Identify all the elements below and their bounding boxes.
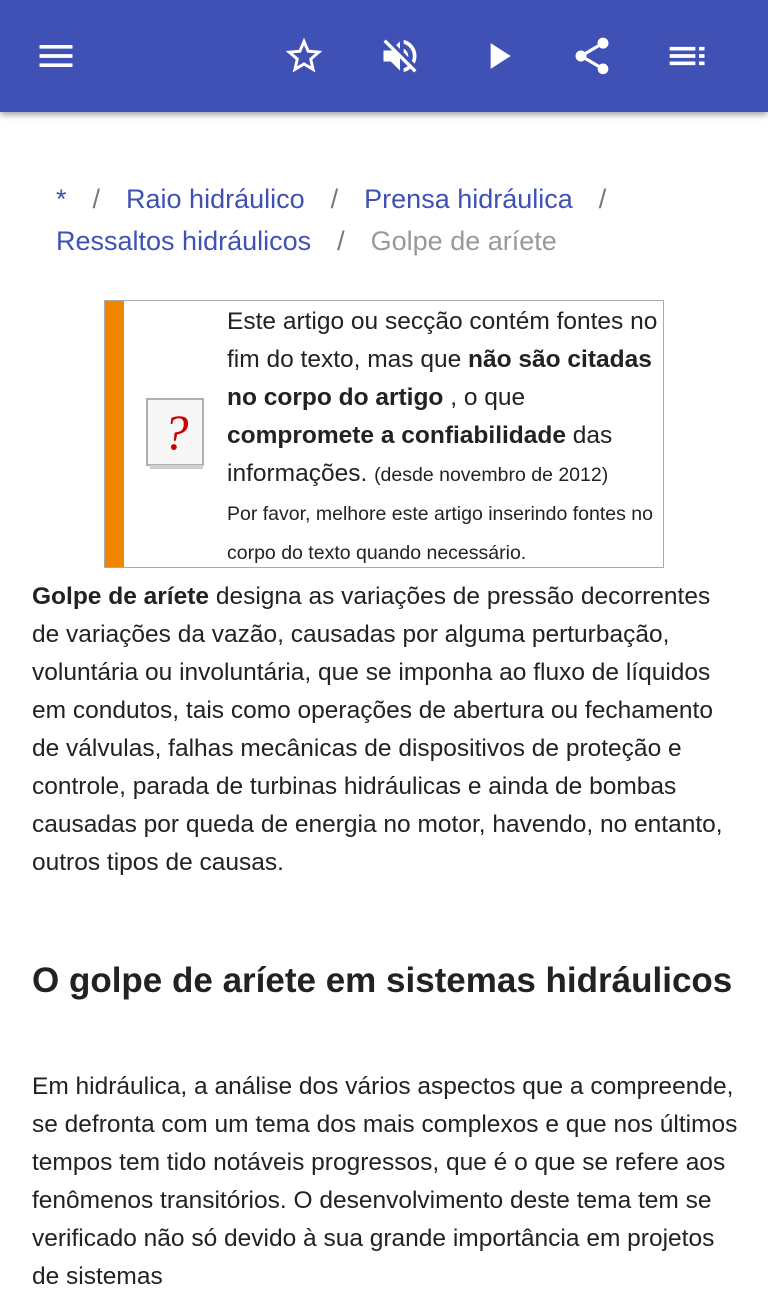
intro-text: designa as variações de pressão decorrentes de variações da vazão, causadas por alguma perturbação, voluntária ou involuntária, que se imponha ao fluxo de líquidos em condutos, tais como operações de abertura ou fechamento de válvulas, falhas mecânicas de dispositivos de proteção e controle, parada de turbinas hidráulicas e ainda de bombas causadas por queda de energia no motor, havendo, no entanto, outros tipos de causas. xyxy=(32,583,723,876)
notice-accent-bar xyxy=(105,301,124,567)
play-icon xyxy=(476,34,520,78)
notice-bold-part: compromete a confiabilidade xyxy=(227,422,566,449)
section-heading: O golpe de aríete em sistemas hidráulicos xyxy=(32,961,733,1000)
citation-notice-box xyxy=(104,300,664,568)
breadcrumb-home[interactable]: * xyxy=(56,184,67,214)
share-button[interactable] xyxy=(564,28,620,84)
notice-text-part: , o que xyxy=(443,384,526,411)
notice-text-part: Este artigo ou secção contém fontes no fim do texto, mas que xyxy=(227,308,658,373)
notice-text-part: das informações. xyxy=(227,422,613,487)
notice-bold-part: não são citadas no corpo do artigo xyxy=(227,346,652,411)
notice-text xyxy=(227,303,659,572)
share-icon xyxy=(570,34,614,78)
breadcrumb-separator: / xyxy=(330,184,339,214)
favorite-button[interactable] xyxy=(276,28,332,84)
intro-term: Golpe de aríete xyxy=(32,583,210,610)
breadcrumb-ressaltos-hidraulicos[interactable]: Ressaltos hidráulicos xyxy=(56,226,312,256)
svg-text:?: ? xyxy=(163,404,189,460)
breadcrumb-raio-hidraulico[interactable]: Raio hidráulico xyxy=(126,184,305,214)
app-toolbar xyxy=(0,0,768,112)
notice-date: (desde novembro de 2012) xyxy=(374,464,609,486)
section-paragraph: Em hidráulica, a análise dos vários aspectos que a compreende, se defronta com um tema dos mais complexos e que nos últimos tempos tem tido notáveis progressos, que é o que se refere aos fenômenos transitórios. O desenvolvimento deste tema tem se verificado não só devido à sua grande importância em projetos de sistemas xyxy=(32,1073,738,1290)
breadcrumb-separator: / xyxy=(92,184,101,214)
hamburger-menu-icon xyxy=(34,34,78,78)
volume-off-icon xyxy=(378,34,422,78)
star-outline-icon xyxy=(282,34,326,78)
breadcrumb xyxy=(56,178,716,262)
breadcrumb-separator: / xyxy=(598,184,607,214)
playlist-button[interactable] xyxy=(660,28,716,84)
playlist-icon xyxy=(666,34,710,78)
menu-button[interactable] xyxy=(28,28,84,84)
breadcrumb-separator: / xyxy=(337,226,345,256)
breadcrumb-prensa-hidraulica[interactable]: Prensa hidráulica xyxy=(364,184,573,214)
notice-request: Por favor, melhore este artigo inserindo fontes no corpo do texto quando necessário. xyxy=(227,503,653,564)
breadcrumb-current: Golpe de aríete xyxy=(370,226,557,256)
mute-button[interactable] xyxy=(372,28,428,84)
intro-paragraph xyxy=(32,578,742,882)
question-document-icon xyxy=(145,397,207,471)
play-button[interactable] xyxy=(470,28,526,84)
